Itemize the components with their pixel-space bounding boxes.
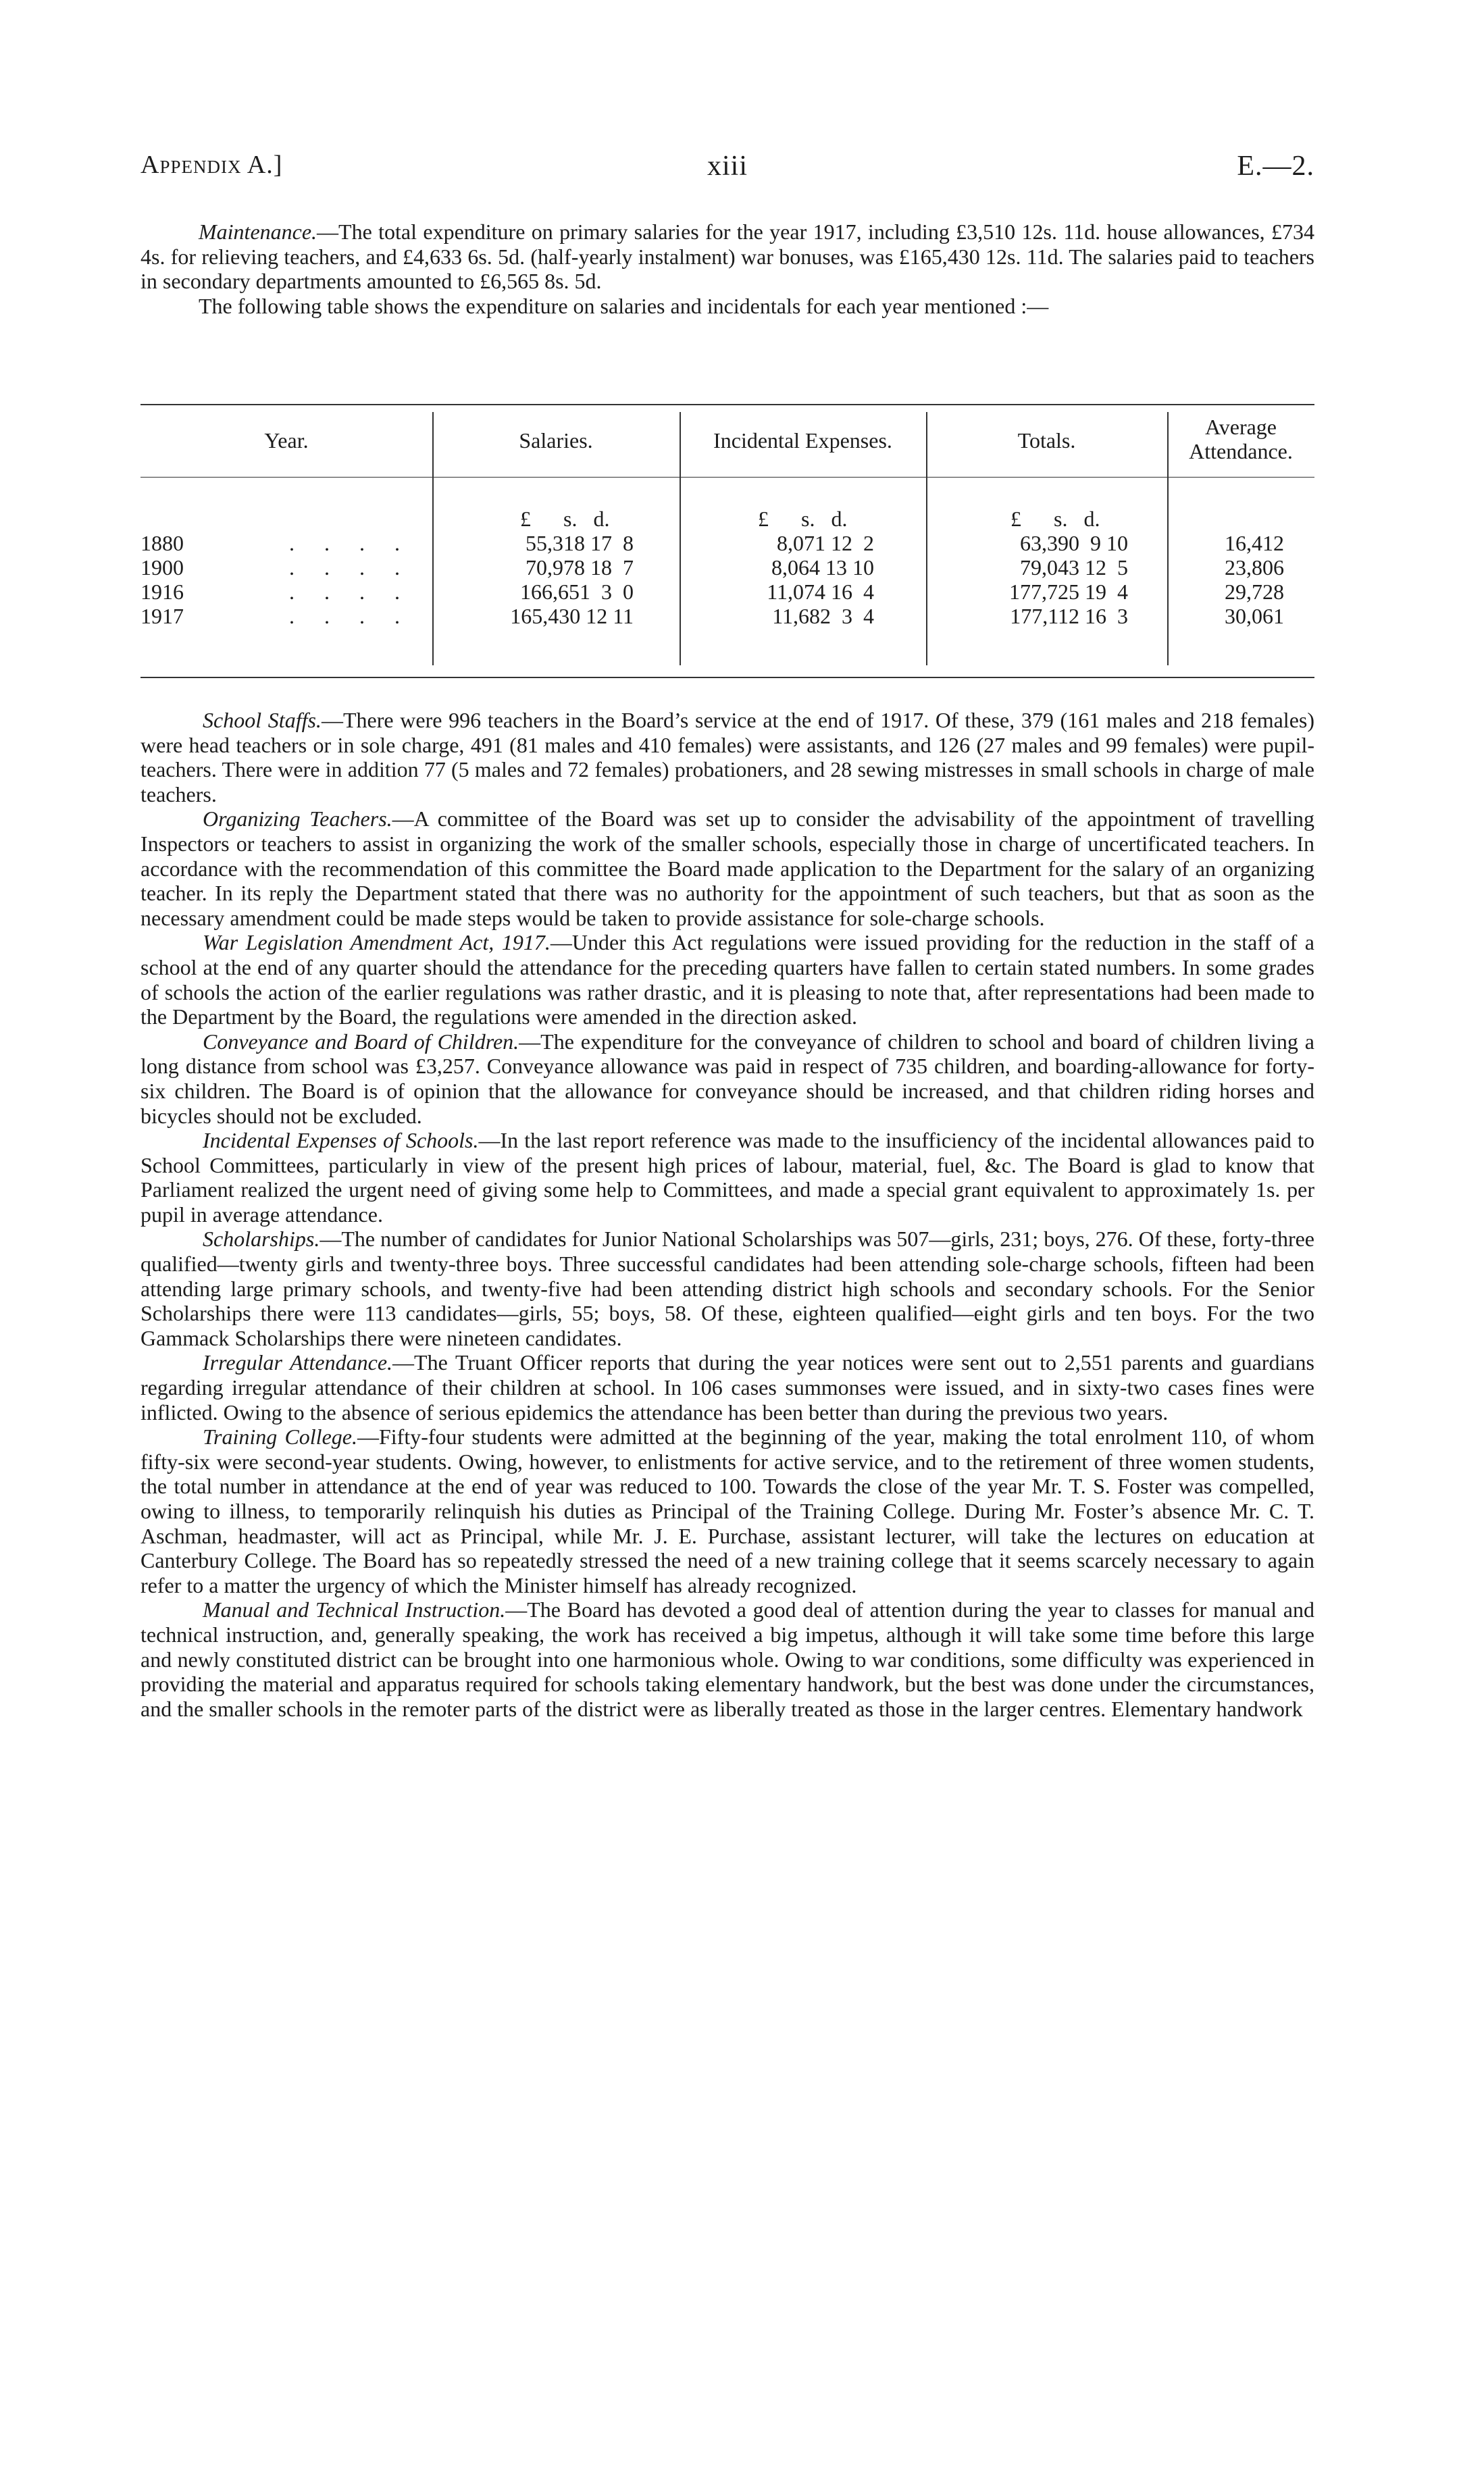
row-totals: 79,043 12 5: [1020, 555, 1128, 580]
section-text: —The expenditure for the conveyance of children to school and board of children living a long distance from school was £3,257. Conveyance allowance was paid in respect of 735 children, and boarding-allowance for forty-six children. The Board is of opinion that the allowance for conveyance should be increased, and that children riding horses and bicycles should not be excluded.: [140, 1029, 1314, 1128]
section-heading: Scholarships.: [203, 1227, 320, 1252]
row-average: 29,728: [1225, 580, 1284, 604]
header-salaries: Salaries.: [519, 428, 593, 453]
header-incidental: Incidental Expenses.: [713, 428, 892, 453]
totals-units: £ s. d.: [1010, 507, 1100, 531]
row-salaries: 166,651 3 0: [520, 580, 634, 604]
row-leader-dots: . . . .: [289, 555, 412, 580]
section-paragraph: [140, 1425, 1314, 1597]
report-code: E.—2.: [1237, 151, 1314, 182]
page-number: xiii: [707, 151, 748, 182]
row-average: 23,806: [1225, 555, 1284, 580]
row-salaries: 70,978 18 7: [526, 555, 634, 580]
header-totals: Totals.: [1017, 428, 1076, 453]
row-incidental: 8,071 12 2: [777, 531, 874, 555]
section-text: —A committee of the Board was set up to consider the advisability of the appointment of travelling Inspectors or teachers to assist in organizing the work of the smaller schools, especially those in charge of uncertificated teachers. In accordance with the recommendation of this committee the Board made application to the Department for the salary of an organizing teacher. In its reply the Department stated that there was no authority for the appointment of such teachers, but that as soon as the necessary amendment could be made steps would be taken to provide assistance for sole-charge schools.: [140, 806, 1315, 930]
header-average-line2: Attendance.: [1189, 439, 1293, 463]
section-heading: Incidental Expenses of Schools.: [203, 1128, 479, 1153]
header-average-line1: Average: [1205, 415, 1277, 439]
row-year: 1917: [140, 604, 184, 628]
section-text: —The number of candidates for Junior National Scholarships was 507—girls, 231; boys, 276. Of these, forty-three qualified—twenty girls and twenty-three boys. Three successful candidates had been attending sole-charge schools, fifteen had been attending large primary schools, and twenty-five had been attending district high schools and secondary schools. For the Senior Scholarships there were 113 candidates—girls, 55; boys, 58. Of these, eighteen qualified—eight girls and ten boys. For the two Gammack Scholarships there were nineteen candidates.: [140, 1227, 1314, 1350]
section-text: —There were 996 teachers in the Board’s service at the end of 1917. Of these, 379 (161 males and 218 females) were head teachers or in sole charge, 491 (81 males and 410 females) were assistants, and 126 (27 males and 99 females) were pupil-teachers. There were in addition 77 (5 males and 72 females) probationers, and 28 sewing mistresses in small schools in charge of male teachers.: [140, 708, 1315, 806]
intro-text: [140, 220, 1314, 318]
section-paragraph: [140, 1029, 1314, 1128]
page-header: [140, 150, 1314, 190]
row-leader-dots: . . . .: [289, 604, 412, 628]
section-text: —Under this Act regulations were issued providing for the reduction in the staff of a school at the end of any quarter should the attendance for the preceding quarters have fallen to certain stated numbers. In some grades of schools the action of the earlier regulations was rather drastic, and it is pleasing to note that, after representations had been made to the Department by the Board, the regulations were amended in the direction asked.: [140, 930, 1315, 1029]
section-paragraph: [140, 806, 1314, 930]
row-average: 16,412: [1225, 531, 1284, 555]
section-text: —In the last report reference was made to the insufficiency of the incidental allowances paid to School Committees, particularly in view of the present high prices of labour, material, fuel, &c. The Board is glad to know that Parliament realized the urgent need of giving some help to Committees, and made a special grant equivalent to approximately 1s. per pupil in average attendance.: [140, 1128, 1315, 1227]
section-paragraph: [140, 708, 1314, 806]
section-heading: Irregular Attendance.: [203, 1350, 393, 1375]
section-heading: School Staffs.: [203, 708, 322, 732]
maintenance-paragraph: [140, 220, 1314, 294]
row-salaries: 55,318 17 8: [526, 531, 634, 555]
appendix-label: Appendix A.]: [140, 151, 283, 179]
section-paragraph: [140, 1350, 1314, 1425]
section-paragraph: [140, 1227, 1314, 1350]
row-totals: 177,112 16 3: [1010, 604, 1128, 628]
section-heading: War Legislation Amendment Act, 1917.: [203, 930, 551, 955]
section-heading: Organizing Teachers.: [203, 806, 392, 831]
row-totals: 63,390 9 10: [1020, 531, 1128, 555]
section-text: —Fifty-four students were admitted at the beginning of the year, making the total enrolment 110, of whom fifty-six were second-year students. Owing, however, to enlistments for active service, and to the retirement of three women students, the total number in attendance at the end of year was reduced to 100. Towards the close of the year Mr. T. S. Foster was compelled, owing to illness, to temporarily relinquish his duties as Principal of the Training College. During Mr. Foster’s absence Mr. C. T. Aschman, headmaster, will act as Principal, while Mr. J. E. Purchase, assistant lecturer, will take the lectures on education at Canterbury College. The Board has so repeatedly stressed the need of a new training college that it seems scarcely necessary to again refer to a matter the urgency of which the Minister himself has already recognized.: [140, 1425, 1315, 1597]
row-totals: 177,725 19 4: [1009, 580, 1128, 604]
row-year: 1880: [140, 531, 184, 555]
maintenance-heading: Maintenance.: [199, 220, 317, 244]
section-paragraph: [140, 930, 1314, 1029]
body-sections: [140, 708, 1314, 1721]
salaries-units: £ s. d.: [520, 507, 610, 531]
section-paragraph: [140, 1597, 1314, 1721]
section-text: —The Truant Officer reports that during the year notices were sent out to 2,551 parents and guardians regarding irregular attendance of their children at school. In 106 cases summonses were issued, and in sixty-two cases fines were inflicted. Owing to the absence of serious epidemics the attendance has been better than during the previous two years.: [140, 1350, 1315, 1425]
row-incidental: 8,064 13 10: [771, 555, 874, 580]
section-text: —The Board has devoted a good deal of attention during the year to classes for manual and technical instruction, and, generally speaking, the work has received a big impetus, although it will take some time before this large and newly constituted district can be brought into one harmonious whole. Owing to war conditions, some difficulty was experienced in providing the material and apparatus required for schools taking elementary handwork, but the best was done under the circumstances, and the smaller schools in the remoter parts of the district were as liberally treated as those in the larger centres. Elementary handwork: [140, 1597, 1315, 1721]
table-intro-paragraph: The following table shows the expenditure on salaries and incidentals for each year mentioned :—: [199, 293, 1049, 318]
header-average: [1167, 415, 1314, 463]
row-leader-dots: . . . .: [289, 580, 412, 604]
maintenance-text: —The total expenditure on primary salaries for the year 1917, including £3,510 12s. 11d. house allowances, £734 4s. for relieving teachers, and £4,633 6s. 5d. (half-yearly instalment) war bonuses, was £165,430 12s. 11d. The salaries paid to teachers in secondary departments amounted to £6,565 8s. 5d.: [140, 220, 1314, 293]
section-heading: Conveyance and Board of Children.: [203, 1029, 519, 1054]
table-header-rule: [140, 477, 1314, 478]
table-bottom-rule: [140, 677, 1314, 678]
row-salaries: 165,430 12 11: [510, 604, 634, 628]
section-heading: Manual and Technical Instruction.: [203, 1597, 506, 1622]
row-incidental: 11,074 16 4: [767, 580, 874, 604]
section-paragraph: [140, 1128, 1314, 1227]
row-leader-dots: . . . .: [289, 531, 412, 555]
row-year: 1916: [140, 580, 184, 604]
incidental-units: £ s. d.: [758, 507, 848, 531]
row-year: 1900: [140, 555, 184, 580]
table-top-rule: [140, 404, 1314, 405]
row-average: 30,061: [1225, 604, 1284, 628]
expenditure-table: [140, 404, 1314, 677]
row-incidental: 11,682 3 4: [772, 604, 874, 628]
section-heading: Training College.: [203, 1425, 357, 1449]
header-year: Year.: [264, 428, 309, 453]
